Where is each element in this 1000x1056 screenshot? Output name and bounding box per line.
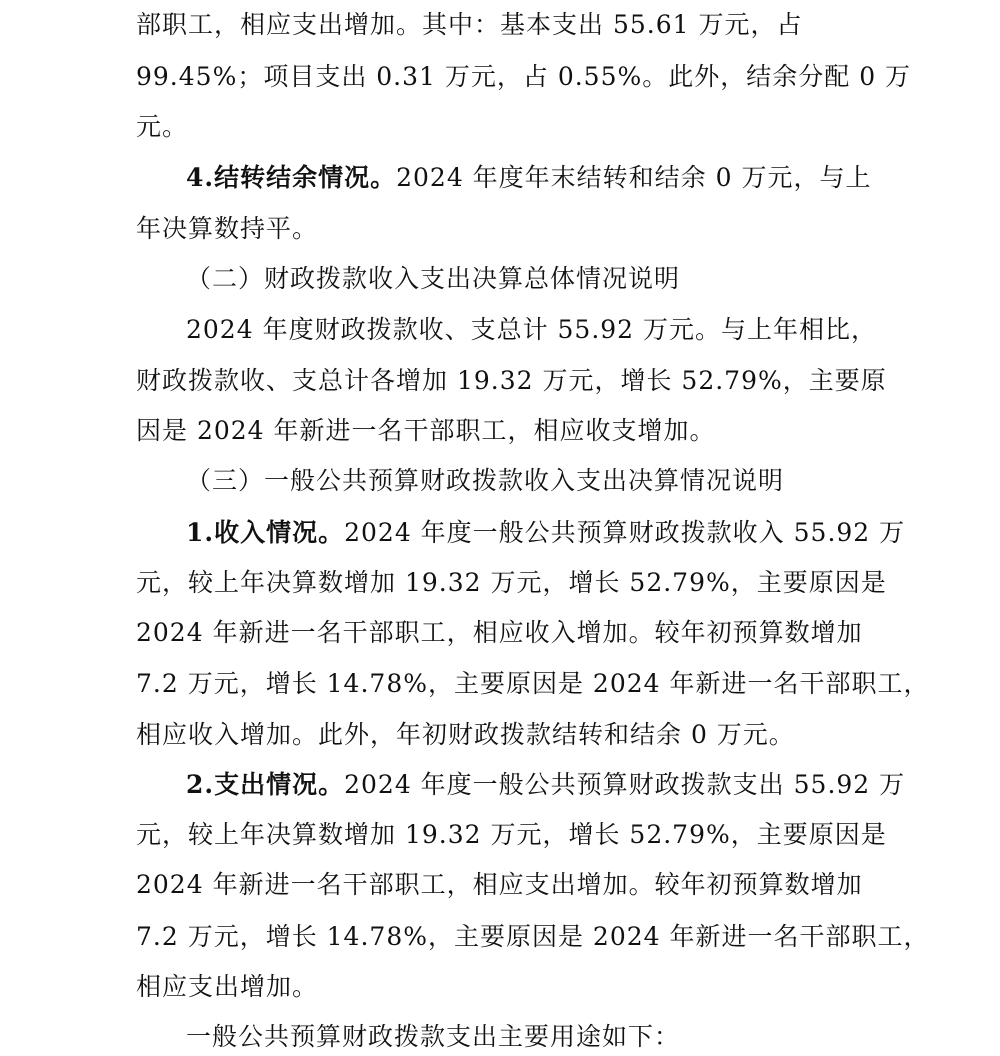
text-line: 2024 年新进一名干部职工，相应支出增加。较年初预算数增加 — [136, 870, 863, 899]
text-line: 7.2 万元，增长 14.78%，主要原因是 2024 年新进一名干部职工， — [136, 669, 930, 698]
text-line: 2024 年新进一名干部职工，相应收入增加。较年初预算数增加 — [136, 618, 863, 647]
text-line: 财政拨款收、支总计各增加 19.32 万元，增长 52.79%，主要原 — [136, 366, 887, 395]
text-span: 2024 年度一般公共预算财政拨款收入 55.92 万 — [344, 518, 906, 547]
section-heading: （二）财政拨款收入支出决算总体情况说明 — [186, 264, 681, 293]
text-line: 因是 2024 年新进一名干部职工，相应收支增加。 — [136, 416, 716, 445]
section-heading-bold: 4.结转结余情况。 — [186, 163, 397, 192]
text-span: 2024 年度一般公共预算财政拨款支出 55.92 万 — [344, 770, 906, 799]
text-line: 相应收入增加。此外，年初财政拨款结转和结余 0 万元。 — [136, 720, 795, 749]
section-heading-bold: 2.支出情况。 — [186, 770, 345, 799]
text-line: 99.45%；项目支出 0.31 万元，占 0.55%。此外，结余分配 0 万 — [136, 62, 912, 91]
section-item-1 — [186, 516, 1000, 550]
text-line: 一般公共预算财政拨款支出主要用途如下： — [186, 1022, 681, 1051]
section-heading-bold: 1.收入情况。 — [186, 518, 345, 547]
text-line: 元，较上年决算数增加 19.32 万元，增长 52.79%，主要原因是 — [136, 568, 887, 597]
text-line: 相应支出增加。 — [136, 972, 319, 1001]
text-line: 年决算数持平。 — [136, 214, 319, 243]
text-span: 2024 年度年末结转和结余 0 万元，与上 — [396, 163, 872, 192]
text-line: 7.2 万元，增长 14.78%，主要原因是 2024 年新进一名干部职工， — [136, 922, 930, 951]
text-line: 元，较上年决算数增加 19.32 万元，增长 52.79%，主要原因是 — [136, 820, 887, 849]
section-item-2 — [186, 768, 1000, 802]
text-line: 2024 年度财政拨款收、支总计 55.92 万元。与上年相比， — [186, 315, 878, 344]
text-line: 元。 — [136, 112, 189, 141]
section-heading: （三）一般公共预算财政拨款收入支出决算情况说明 — [186, 466, 785, 495]
text-line: 部职工，相应支出增加。其中：基本支出 55.61 万元，占 — [136, 10, 803, 39]
section-item-4 — [186, 161, 1000, 195]
